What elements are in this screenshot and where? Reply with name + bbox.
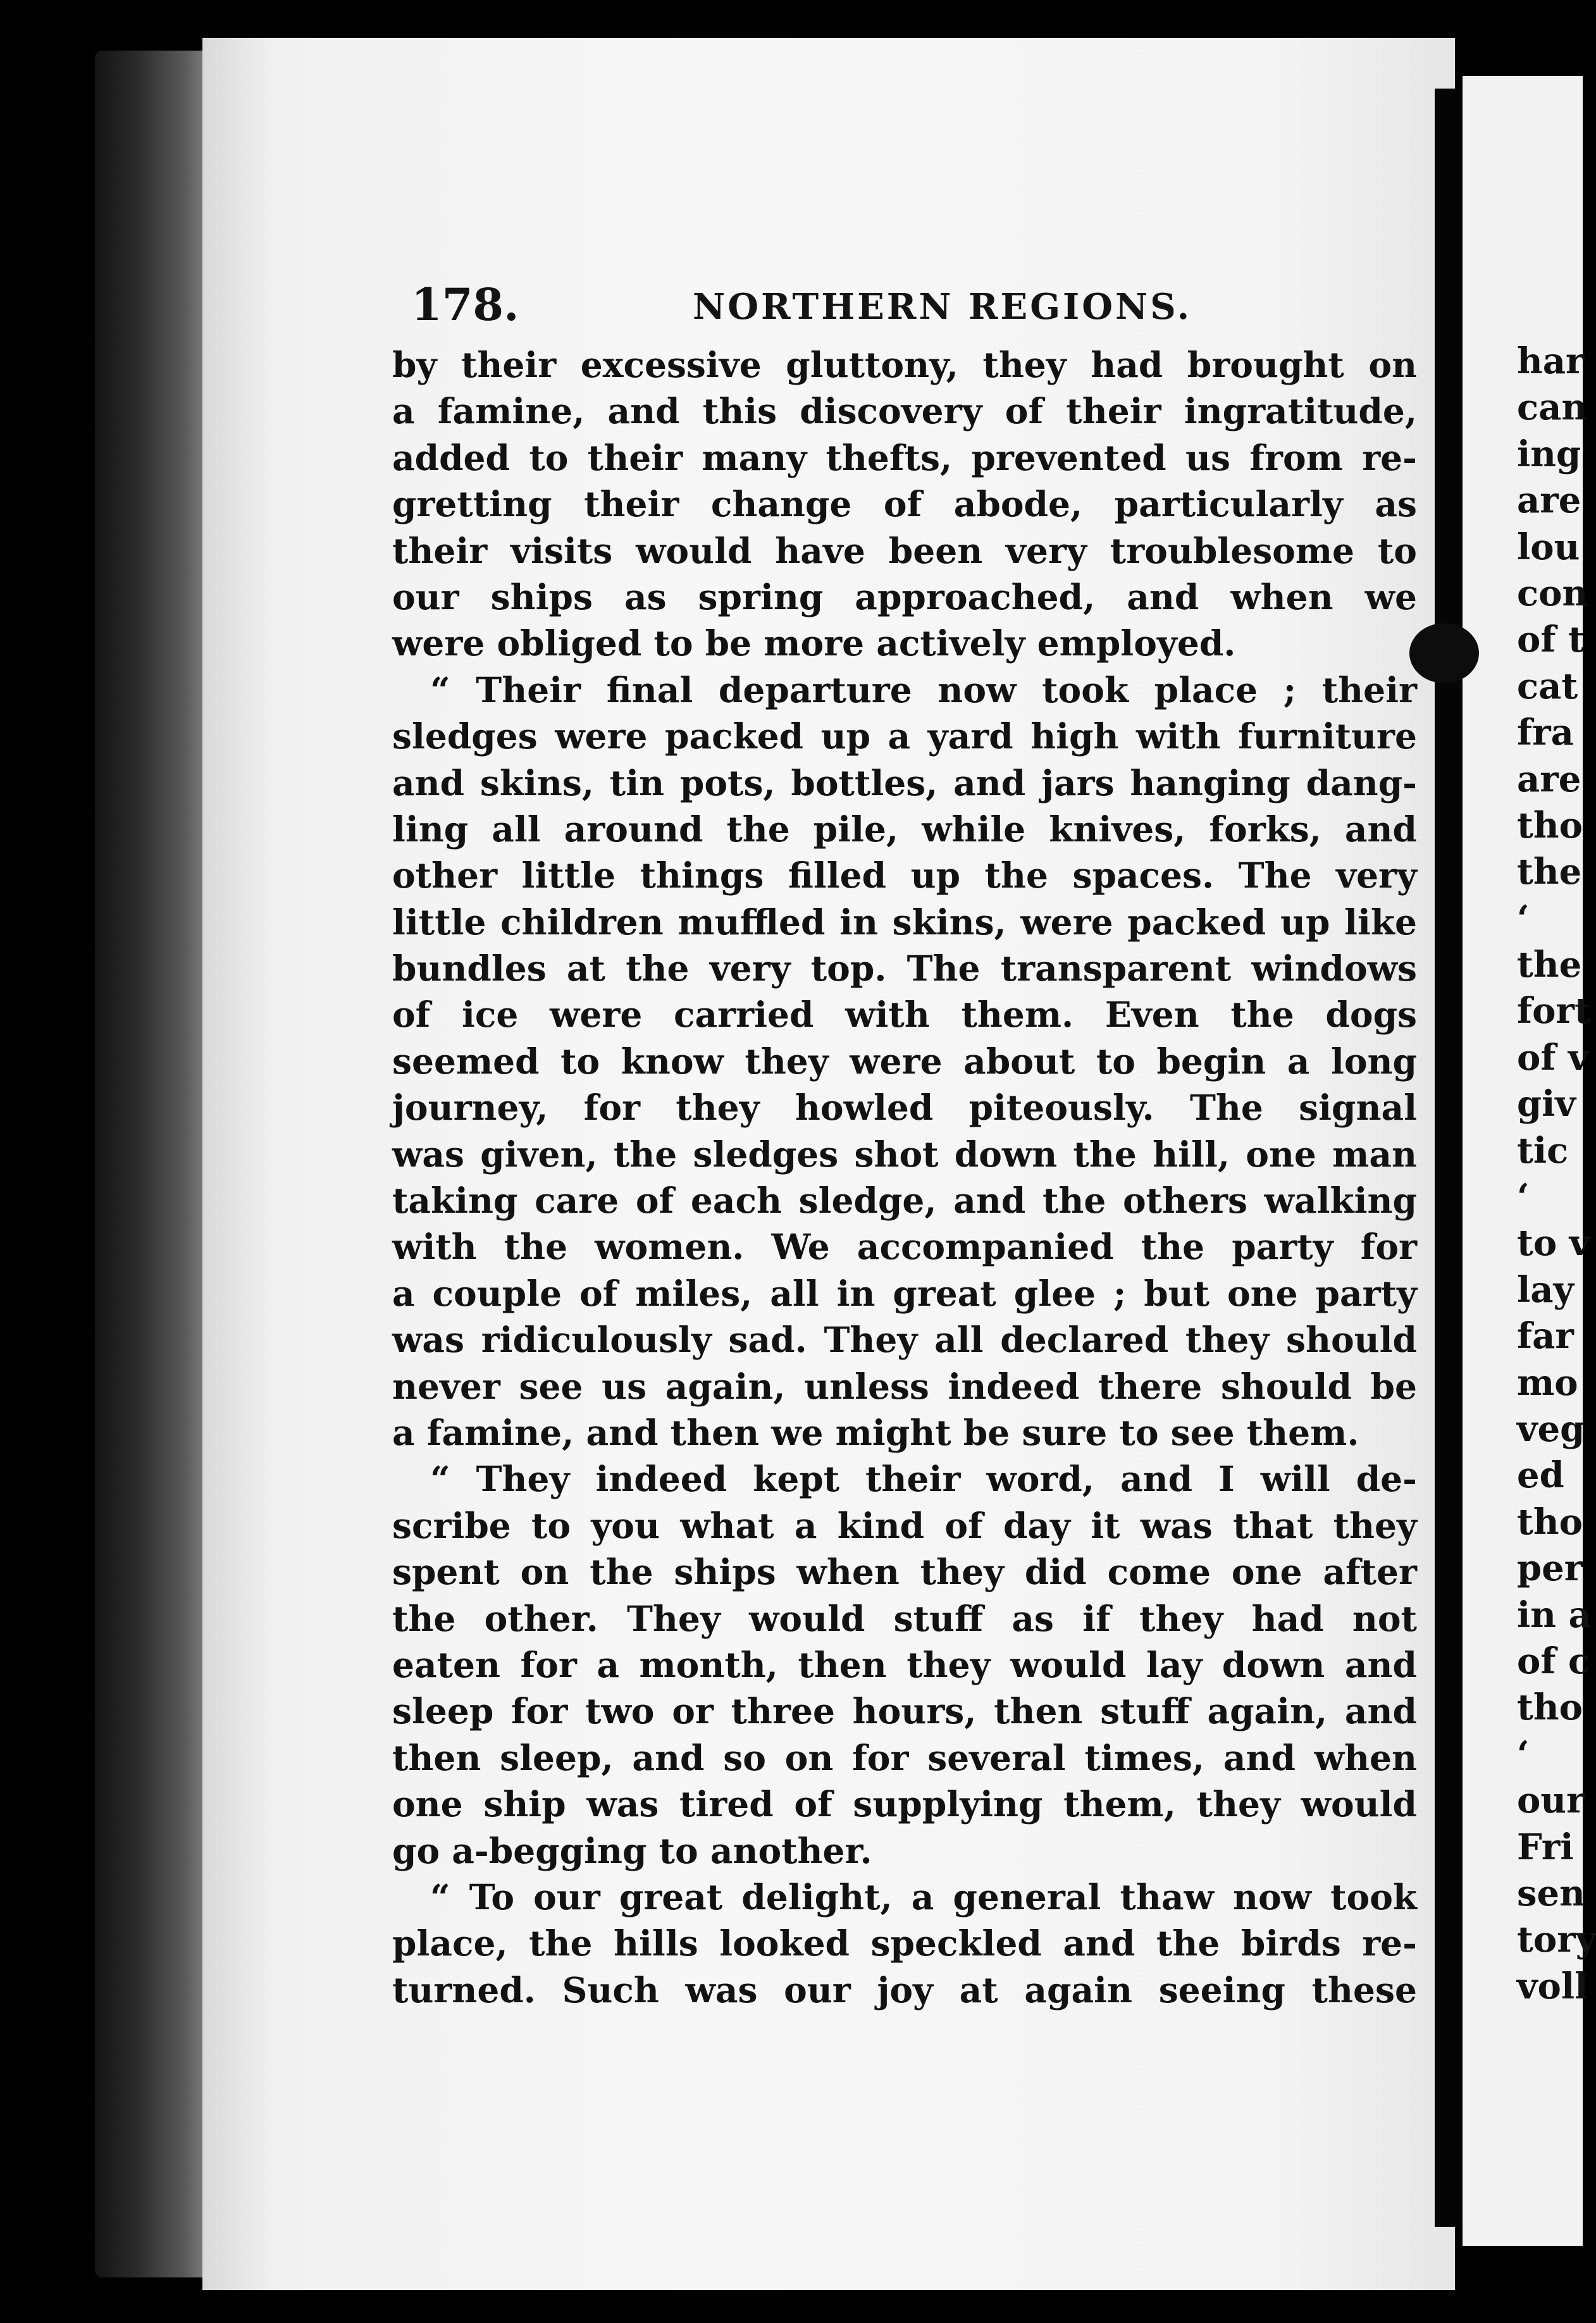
- text-line: place, the hills looked speckled and the birds re-: [392, 1923, 1417, 1964]
- facing-page-fragment: con: [1517, 572, 1588, 614]
- text-line: gretting their change of abode, particularly as: [392, 483, 1417, 525]
- facing-page-fragment: are: [1517, 758, 1581, 800]
- text-line: bundles at the very top. The transparent windows: [392, 948, 1417, 989]
- ink-blot: [1409, 623, 1479, 683]
- text-line: little children muffled in skins, were packed up like: [392, 901, 1417, 943]
- facing-page-fragment: are: [1517, 480, 1581, 522]
- facing-page-fragment: per: [1517, 1547, 1583, 1590]
- page-number: 178.: [411, 278, 519, 331]
- facing-page-fragment: our: [1517, 1780, 1585, 1822]
- facing-page-fragment: tho: [1517, 1687, 1583, 1729]
- text-line: never see us again, unless indeed there should be: [392, 1365, 1417, 1407]
- facing-page-fragment: tory: [1517, 1919, 1596, 1961]
- text-line: were obliged to be more actively employed.: [392, 623, 1236, 664]
- facing-page-fragment: can: [1517, 387, 1588, 429]
- facing-page-fragment: ed: [1517, 1454, 1564, 1497]
- running-head: NORTHERN REGIONS.: [693, 286, 1192, 328]
- text-line: ling all around the pile, while knives, forks, and: [392, 808, 1417, 850]
- facing-page-fragment: Fri: [1517, 1826, 1574, 1868]
- text-line: sleep for two or three hours, then stuff again, and: [392, 1690, 1417, 1732]
- facing-page-text-fragments: [1517, 338, 1596, 2010]
- text-line: one ship was tired of supplying them, they would: [392, 1783, 1417, 1825]
- text-line: seemed to know they were about to begin a long: [392, 1040, 1417, 1082]
- facing-page-fragment: giv: [1517, 1083, 1576, 1125]
- body-text: [392, 342, 1417, 2013]
- facing-page-fragment: ‘: [1517, 1176, 1530, 1218]
- facing-page-fragment: tic: [1517, 1129, 1569, 1172]
- text-line: go a-begging to another.: [392, 1830, 872, 1871]
- facing-page-fragment: fra: [1517, 712, 1574, 754]
- facing-page-fragment: tho: [1517, 804, 1583, 846]
- text-line: added to their many thefts, prevented us from re-: [392, 437, 1417, 478]
- text-line: by their excessive gluttony, they had brought on: [392, 344, 1417, 385]
- facing-page-fragment: to v: [1517, 1222, 1590, 1265]
- facing-page-fragment: in a: [1517, 1594, 1592, 1636]
- text-line: spent on the ships when they did come one after: [392, 1551, 1417, 1593]
- text-line: our ships as spring approached, and when we: [392, 576, 1417, 617]
- text-line: eaten for a month, then they would lay down and: [392, 1644, 1417, 1685]
- text-line: then sleep, and so on for several times, and when: [392, 1737, 1417, 1778]
- text-line: “ To our great delight, a general thaw now took: [430, 1876, 1417, 1917]
- text-line: was given, the sledges shot down the hill, one man: [392, 1133, 1417, 1175]
- facing-page-fragment: sen: [1517, 1872, 1585, 1914]
- text-line: their visits would have been very troublesome to: [392, 530, 1417, 571]
- facing-page-fragment: of v: [1517, 1036, 1589, 1079]
- text-line: a couple of miles, all in great glee ; but one party: [392, 1272, 1417, 1314]
- text-line: taking care of each sledge, and the others walking: [392, 1180, 1417, 1222]
- book-spine-edge: [95, 51, 215, 2277]
- facing-page-fragment: cat: [1517, 665, 1578, 707]
- text-line: and skins, tin pots, bottles, and jars hanging dang-: [392, 762, 1417, 803]
- facing-page-fragment: the: [1517, 851, 1582, 893]
- text-line: sledges were packed up a yard high with furniture: [392, 715, 1417, 757]
- text-line: with the women. We accompanied the party for: [392, 1226, 1417, 1268]
- facing-page-fragment: ‘: [1517, 897, 1530, 939]
- facing-page-fragment: tho: [1517, 1501, 1583, 1543]
- facing-page-fragment: veg: [1517, 1408, 1585, 1450]
- text-line: a famine, and then we might be sure to see them.: [392, 1411, 1359, 1453]
- facing-page-fragment: har: [1517, 340, 1585, 382]
- facing-page-fragment: the: [1517, 944, 1582, 986]
- text-line: the other. They would stuff as if they had not: [392, 1597, 1417, 1639]
- facing-page-fragment: voll: [1517, 1965, 1588, 2007]
- page-gutter: [1435, 89, 1463, 2227]
- text-line: of ice were carried with them. Even the dogs: [392, 994, 1417, 1036]
- facing-page-fragment: of c: [1517, 1640, 1590, 1682]
- facing-page-fragment: fort: [1517, 990, 1591, 1032]
- facing-page-fragment: lou: [1517, 526, 1580, 568]
- text-line: “ Their final departure now took place ; their: [430, 669, 1417, 710]
- text-line: journey, for they howled piteously. The signal: [392, 1087, 1417, 1129]
- text-line: was ridiculously sad. They all declared they should: [392, 1319, 1417, 1361]
- facing-page-fragment: mo: [1517, 1361, 1578, 1404]
- text-line: scribe to you what a kind of day it was that they: [392, 1504, 1417, 1546]
- page-header: [411, 278, 1411, 335]
- facing-page-fragment: far: [1517, 1315, 1574, 1358]
- text-line: other little things filled up the spaces. The very: [392, 855, 1417, 896]
- text-line: a famine, and this discovery of their ingratitude,: [392, 390, 1417, 432]
- facing-page-fragment: ‘: [1517, 1733, 1530, 1775]
- text-line: turned. Such was our joy at again seeing these: [392, 1969, 1417, 2010]
- facing-page-fragment: lay: [1517, 1268, 1574, 1311]
- facing-page-fragment: ing: [1517, 433, 1581, 475]
- facing-page-fragment: of t: [1517, 619, 1585, 661]
- text-line: “ They indeed kept their word, and I will de-: [430, 1458, 1417, 1500]
